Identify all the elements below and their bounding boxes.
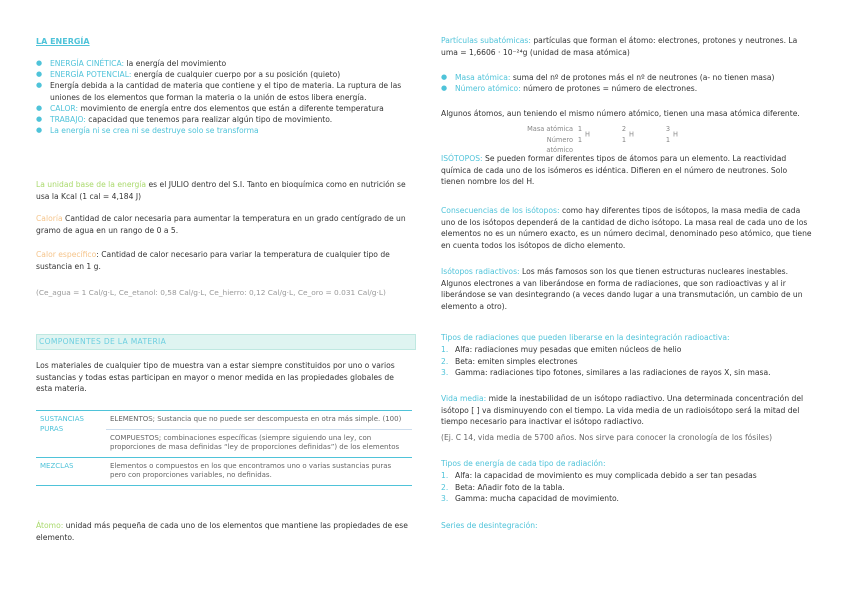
list-item: 3. Gamma: mucha capacidad de movimiento. — [441, 494, 619, 504]
isotope-symbol: H — [629, 130, 634, 139]
subatomic-paragraph — [441, 35, 813, 58]
list-item: 2. Beta: Añadir foto de la tabla. — [441, 482, 565, 492]
vida-media-example: (Ej. C 14, vida media de 5700 años. Nos sirve para conocer la cronología de los fósiles) — [441, 433, 773, 442]
tipos-list — [441, 344, 813, 379]
unit-text: es el JULIO dentro del S.I. Tanto en bioquímica como en nutrición se usa la Kcal (1 cal = 4,184 J) — [36, 180, 406, 201]
caloria-text: Cantidad de calor necesaria para aumentar la temperatura en un grado centígrado de un gramo de agua en un rango de 0 a 5. — [36, 214, 406, 235]
mass-label: Masa atómica — [527, 125, 573, 133]
bullet-key: ENERGÍA POTENCIAL: — [50, 70, 132, 80]
list-item-text: Gamma: radiaciones tipo fotones, similares a las radiaciones de rayos X, sin masa. — [455, 368, 771, 378]
list-item-text: Beta: Añadir foto de la tabla. — [455, 482, 565, 492]
list-item — [441, 72, 813, 83]
list-item-text: Gamma: mucha capacidad de movimiento. — [455, 494, 619, 504]
subatomic-text: partículas que forman el átomo: electrones, protones y neutrones. La uma = 1,6606 · 10⁻²⁴g (unidad de masa atómica) — [441, 36, 798, 57]
consec-text: como hay diferentes tipos de isótopos, la masa media de cada uno de los isótopos dependerá de la cantidad de dicho isótopo. La masa real de cada uno de los elementos no es un número exacto, es un número decimal, denominado peso atómico, que tiene en cuenta todos los isótopos de dicho elemento. — [441, 206, 812, 250]
list-item: 1. Alfa: la capacidad de movimiento es muy complicada debido a ser tan pesadas — [441, 471, 757, 480]
energia-list — [441, 470, 813, 505]
tipos-title: Tipos de radiaciones que pueden liberarse en la desintegración radioactiva: — [441, 333, 730, 342]
bullet-text: Energía debida a la cantidad de materia que contiene y el tipo de materia. La ruptura de las uniones de los elementos que forman la materia o la unión de estos libera energía. — [50, 81, 402, 102]
mezclas-label: MEZCLAS — [40, 461, 74, 470]
caloria-key: Caloría — [36, 214, 63, 223]
isotopos-key: ISÓTOPOS: — [441, 154, 483, 163]
isotope-number: 1 — [665, 135, 671, 144]
vida-key: Vida media: — [441, 394, 487, 403]
radiactivos-paragraph — [441, 266, 813, 312]
energy-bullets — [36, 58, 412, 136]
radio-key: Isótopos radiactivos: — [441, 267, 520, 276]
materia-paragraph: Los materiales de cualquier tipo de muestra van a estar siempre constituidos por uno o varios sustancias y todas estas participan en mayor o menor medida en las propiedades globales de esta materia. — [36, 361, 395, 394]
unit-key: La unidad base de la energía — [36, 180, 147, 189]
atomo-paragraph — [36, 520, 412, 543]
isotope-number: 1 — [577, 135, 583, 144]
isotope-mass: 1 — [577, 125, 583, 133]
isotope-symbol: H — [673, 130, 678, 139]
section-header: COMPONENTES DE LA MATERIA — [36, 334, 416, 350]
isotope-intro: Algunos átomos, aun teniendo el mismo número atómico, tienen una masa atómica diferente. — [441, 109, 800, 118]
isotope-mass: 2 — [621, 125, 627, 133]
page-title: LA ENERGÍA — [36, 37, 90, 46]
bullet-key: Masa atómica: — [455, 73, 511, 82]
isotopos-text: Se pueden formar diferentes tipos de átomos para un elemento. La reactividad química de cada uno de los isómeros es idéntica. Difieren en el número de neutrones. Solo tienen nombre los del H. — [441, 154, 788, 187]
radio-text: Los más famosos son los que tienen estructuras nucleares inestables. Algunos electrones a van liberándose en forma de radiaciones, que son radioactivas y al ir liberándose se van desintegrando (a veces dando lugar a una transmutación, un cambio de un elemento a otro). — [441, 267, 803, 311]
consecuencias-paragraph — [441, 205, 813, 251]
bullet-text: suma del nº de protones más el nº de neutrones (a- no tienen masa) — [510, 73, 775, 82]
atomo-text: unidad más pequeña de cada uno de los elementos que mantiene las propiedades de ese elemento. — [36, 521, 408, 542]
series-title: Series de desintegración: — [441, 521, 538, 530]
list-item — [36, 103, 412, 114]
table-row — [36, 411, 412, 430]
isotope-symbol: H — [585, 130, 590, 139]
calor-especifico-paragraph — [36, 249, 412, 272]
consec-key: Consecuencias de los isótopos: — [441, 206, 560, 215]
elementos-cell: ELEMENTOS; Sustancia que no puede ser descompuesta en otra más simple. (100) — [110, 415, 402, 423]
matter-table — [36, 410, 412, 486]
mezclas-cell: Elementos o compuestos en los que encontramos uno o varias sustancias puras pero con proporciones variables, no definidas. — [110, 461, 392, 480]
table-row — [36, 457, 412, 485]
list-item — [36, 80, 412, 102]
atomic-bullets — [441, 72, 813, 94]
vida-text: mide la inestabilidad de un isótopo radiactivo. Una determinada concentración del isótopo [ ] va disminuyendo con el tiempo. La vida media de un radioisótopo será la mitad del tiempo necesario para inactivar el isótopo radiactivo. — [441, 394, 804, 427]
list-item — [36, 114, 412, 125]
calesp-text: : Cantidad de calor necesario para variar la temperatura de cualquier tipo de sustancia en 1 g. — [36, 250, 390, 271]
bullet-key: ENERGÍA CINÉTICA: — [50, 59, 125, 68]
list-item: 1. Alfa: radiaciones muy pesadas que emiten núcleos de helio — [441, 345, 682, 354]
isotope-h1 — [575, 124, 707, 145]
list-item — [36, 58, 412, 69]
unit-paragraph — [36, 179, 412, 202]
atomic-number-label: Número atómico — [546, 135, 573, 154]
subatomic-key: Partículas subatómicas: — [441, 36, 531, 45]
list-item — [36, 125, 412, 136]
bullet-text: capacidad que tenemos para realizar algún tipo de movimiento. — [85, 115, 333, 125]
list-item — [36, 69, 412, 80]
list-item — [441, 83, 813, 94]
list-item-text: Alfa: radiaciones muy pesadas que emiten núcleos de helio — [455, 345, 682, 354]
atomo-key: Átomo: — [36, 521, 64, 530]
list-item: 2. Beta: emiten simples electrones — [441, 356, 578, 366]
bullet-key: CALOR: — [50, 103, 79, 113]
list-item-text: Alfa: la capacidad de movimiento es muy complicada debido a ser tan pesadas — [455, 471, 757, 480]
bullet-text: la energía del movimiento — [124, 59, 227, 68]
compuestos-cell: COMPUESTOS; combinaciones específicas (siempre siguiendo una ley, con proporciones de masa definidas “ley de proporciones definidas”) de los elementos — [106, 429, 412, 457]
energia-title: Tipos de energía de cada tipo de radiación: — [441, 459, 606, 468]
isotopos-paragraph — [441, 153, 813, 188]
vida-media-paragraph — [441, 393, 813, 428]
bullet-key: La energía ni se crea ni se destruye solo se transforma — [50, 126, 259, 136]
specific-heat-formula: (Ce_agua = 1 Cal/g·L, Ce_etanol: 0,58 Cal/g·L, Ce_hierro: 0,12 Cal/g·L, Ce_oro = 0.031 Cal/g·L) — [36, 288, 386, 297]
mass-labels — [519, 124, 573, 156]
bullet-text: movimiento de energía entre dos elementos que están a diferente temperatura — [78, 103, 384, 113]
list-item-text: Beta: emiten simples electrones — [455, 356, 578, 366]
calesp-key: Calor específico — [36, 250, 97, 259]
bullet-key: Número atómico: — [455, 84, 521, 94]
sustancias-label: SUSTANCIAS PURAS — [40, 415, 84, 433]
isotope-mass: 3 — [665, 125, 671, 133]
bullet-text: energía de cualquier cuerpo por a su posición (quieto) — [131, 70, 341, 80]
list-item: 3. Gamma: radiaciones tipo fotones, similares a las radiaciones de rayos X, sin masa. — [441, 368, 771, 378]
bullet-key: TRABAJO: — [50, 115, 86, 125]
caloria-paragraph — [36, 213, 412, 236]
isotope-number: 1 — [621, 135, 627, 144]
bullet-text: número de protones = número de electrones. — [520, 84, 698, 94]
